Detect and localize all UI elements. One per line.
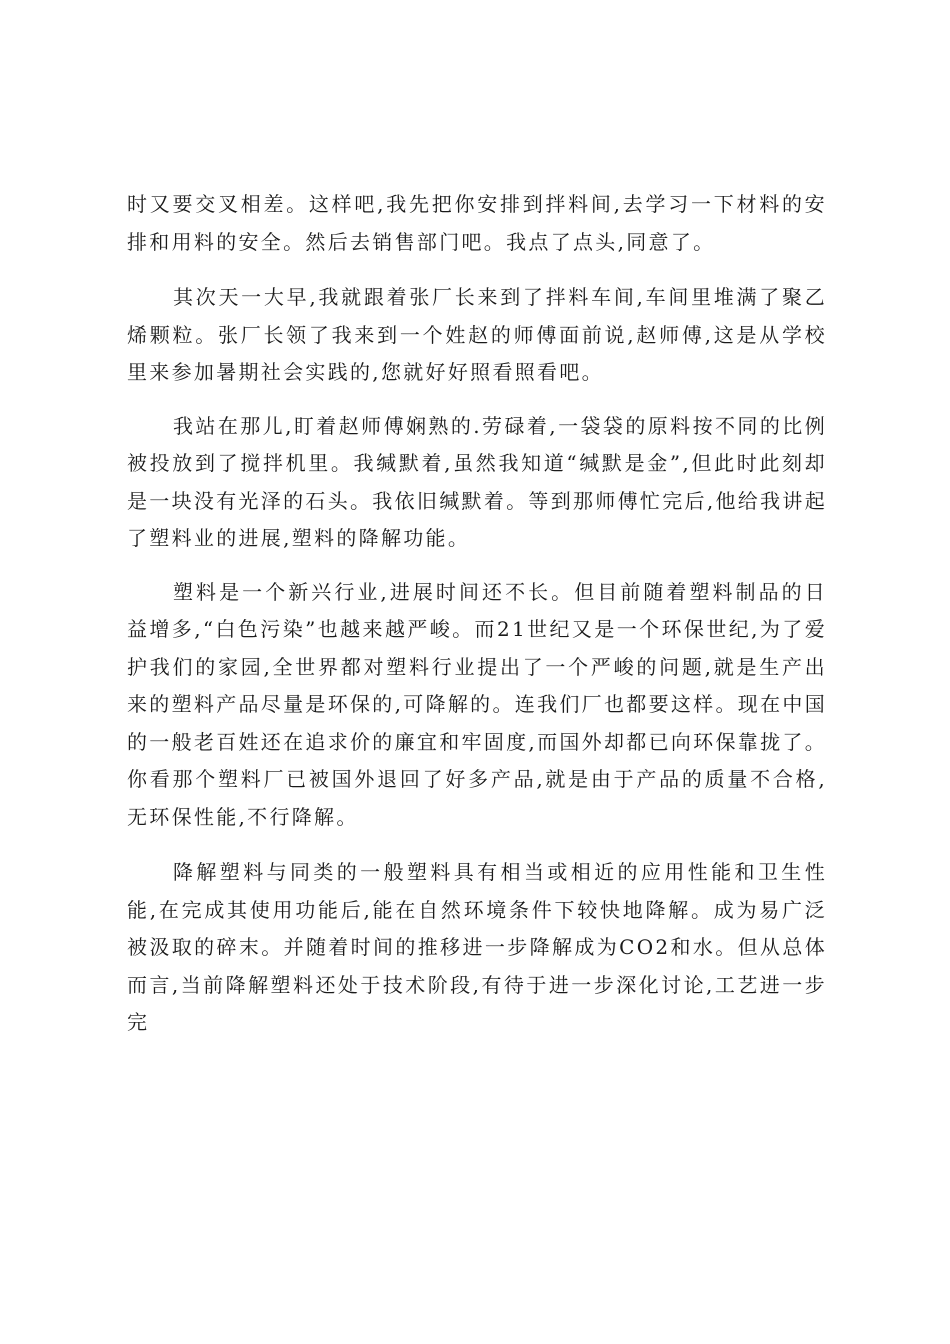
paragraph-mixing-workshop: 其次天一大早,我就跟着张厂长来到了拌料车间,车间里堆满了聚乙烯颗粒。张厂长领了我来到一个姓赵的师傅面前说,赵师傅,这是从学校里来参加暑期社会实践的,您就好好照看照看吧。 — [127, 285, 827, 384]
document-body — [127, 186, 827, 1042]
paragraph-degradable-plastics: 降解塑料与同类的一般塑料具有相当或相近的应用性能和卫生性能,在完成其使用功能后,能在自然环境条件下较快地降解。成为易广泛被汲取的碎末。并随着时间的推移进一步降解成为CO2和水。但从总体而言,当前降解塑料还处于技术阶段,有待于进一步深化讨论,工艺进一步完 — [127, 860, 827, 1034]
paragraph-continuation: 时又要交叉相差。这样吧,我先把你安排到拌料间,去学习一下材料的安排和用料的安全。然后去销售部门吧。我点了点头,同意了。 — [127, 192, 827, 254]
paragraph-master-zhao: 我站在那儿,盯着赵师傅娴熟的.劳碌着,一袋袋的原料按不同的比例被投放到了搅拌机里。我缄默着,虽然我知道“缄默是金”,但此时此刻却是一块没有光泽的石头。我依旧缄默着。等到那师傅忙完后,他给我讲起了塑料业的进展,塑料的降解功能。 — [127, 413, 827, 550]
paragraph-plastics-industry: 塑料是一个新兴行业,进展时间还不长。但目前随着塑料制品的日益增多,“白色污染”也越来越严峻。而21世纪又是一个环保世纪,为了爱护我们的家园,全世界都对塑料行业提出了一个严峻的问题,就是生产出来的塑料产品尽量是环保的,可降解的。连我们厂也都要这样。现在中国的一般老百姓还在追求价的廉宜和牢固度,而国外却都已向环保靠拢了。你看那个塑料厂已被国外退回了好多产品,就是由于产品的质量不合格,无环保性能,不行降解。 — [127, 579, 827, 829]
